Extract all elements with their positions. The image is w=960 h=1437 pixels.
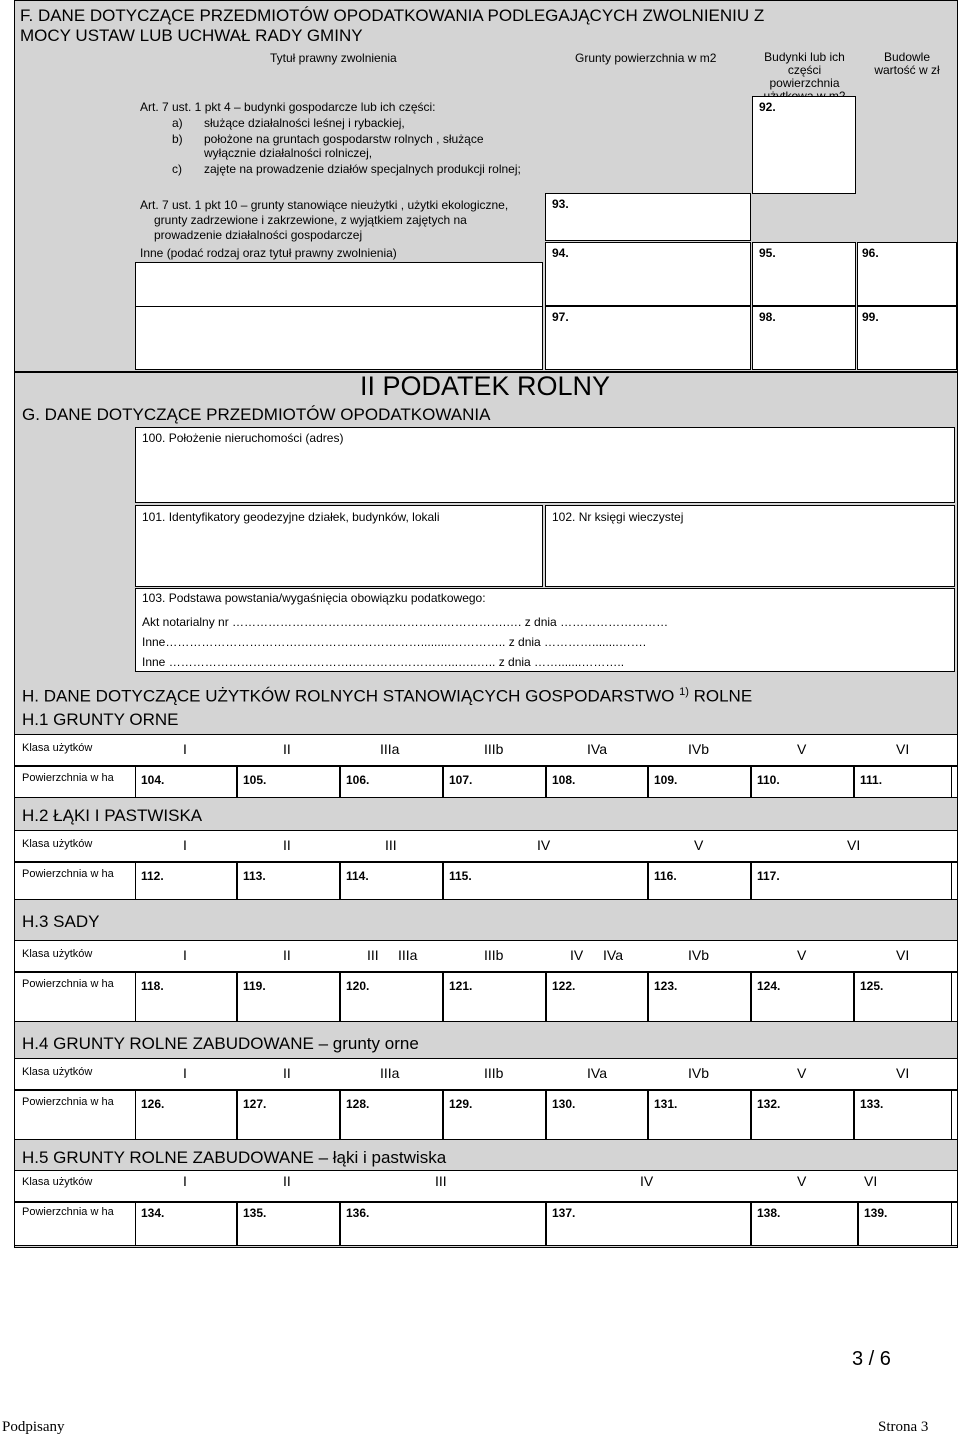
h3-field-6: 124. — [757, 979, 781, 993]
h4-class-5: IVb — [688, 1065, 710, 1081]
field-95[interactable] — [752, 242, 856, 306]
h4-class-3: IIIb — [484, 1065, 504, 1081]
section-h-title — [22, 682, 752, 707]
h2-class-row — [14, 830, 958, 862]
section-f-title — [20, 6, 950, 46]
h1-class-label: Klasa użytków — [22, 742, 93, 754]
field-103-basis[interactable] — [135, 588, 955, 672]
h3-class-4: IIIb — [484, 947, 504, 963]
h1-field-7: 111. — [860, 773, 883, 787]
h2-field-4: 116. — [654, 869, 677, 883]
col-title-header: Tytuł prawny zwolnienia — [270, 51, 397, 65]
inne-title-field-1[interactable] — [135, 262, 543, 308]
field-102-land-register[interactable] — [545, 505, 955, 587]
h1-class-7: VI — [896, 741, 910, 757]
art4-b-letter: b) — [172, 132, 183, 146]
field-101-label: 101. Identyfikatory geodezyjne działek, budynków, lokali — [142, 510, 440, 524]
page-count: 3 / 6 — [852, 1348, 891, 1370]
h3-field-4: 122. — [552, 979, 576, 993]
h4-class-4: IVa — [587, 1065, 607, 1081]
h1-area-label: Powierzchnia w ha — [22, 772, 114, 784]
h1-field-0: 104. — [141, 773, 165, 787]
h5-class-1: II — [283, 1173, 291, 1189]
h1-field-4: 108. — [552, 773, 576, 787]
art4-a-text: służące działalności leśnej i rybackiej, — [204, 116, 405, 130]
field-99[interactable] — [857, 306, 957, 370]
basis-other-line-1: Inne…………………………….………………………….........………….. z dnia …………........……. — [142, 635, 647, 649]
h4-class-0: I — [183, 1065, 187, 1081]
art4-a-letter: a) — [172, 116, 183, 130]
h4-class-7: VI — [896, 1065, 910, 1081]
h1-class-3: IIIb — [484, 741, 504, 757]
h1-class-6: V — [797, 741, 807, 757]
h4-class-label: Klasa użytków — [22, 1066, 93, 1078]
art10-line1: Art. 7 ust. 1 pkt 10 – grunty stanowiące nieużytki , użytki ekologiczne, — [140, 198, 509, 212]
page-footer-number: Strona 3 — [878, 1419, 929, 1435]
h3-class-label: Klasa użytków — [22, 948, 93, 960]
basis-notarial-line: Akt notarialny nr …………………………………..……………………….…. z dnia ……………………… — [142, 615, 669, 629]
h4-field-1: 127. — [243, 1097, 267, 1111]
h1-field-3: 107. — [449, 773, 473, 787]
section-f-title-line1: F. DANE DOTYCZĄCE PRZEDMIOTÓW OPODATKOWANIA PODLEGAJĄCYCH ZWOLNIENIU Z — [20, 6, 765, 25]
field-98[interactable] — [752, 306, 856, 370]
h5-field-4: 138. — [757, 1206, 781, 1220]
h2-class-2: III — [385, 837, 397, 853]
h3-class-5: IV — [570, 947, 584, 963]
field-93[interactable] — [545, 193, 751, 241]
art4-heading: Art. 7 ust. 1 pkt 4 – budynki gospodarcze lub ich części: — [140, 100, 436, 114]
h1-field-6: 110. — [757, 773, 780, 787]
h5-class-row — [14, 1170, 958, 1202]
h3-class-7: IVb — [688, 947, 710, 963]
h1-field-5: 109. — [654, 773, 678, 787]
h5-class-label: Klasa użytków — [22, 1176, 93, 1188]
col-budynki-header-1: Budynki lub ich — [764, 50, 845, 64]
field-94-label: 94. — [552, 246, 569, 260]
basis-other-line-2: Inne ……………………………………….……………………...…..….. z dnia …….......……….. — [142, 655, 625, 669]
col-budynki-header-2: części — [787, 63, 822, 77]
field-97[interactable] — [545, 306, 751, 370]
signed-label: Podpisany — [2, 1419, 65, 1435]
inne-title-field-2[interactable] — [135, 306, 543, 370]
field-97-label: 97. — [552, 310, 569, 324]
h4-field-6: 132. — [757, 1097, 781, 1111]
h3-class-3: IIIa — [398, 947, 418, 963]
art10-line2: grunty zadrzewione i zakrzewione, z wyjątkiem zajętych na — [154, 213, 467, 227]
section-h-title-end: ROLNE — [693, 686, 753, 706]
col-budynki-header-3: powierzchnia — [769, 76, 840, 90]
h5-field-1: 135. — [243, 1206, 267, 1220]
h1-field-1: 105. — [243, 773, 267, 787]
art4-b-text1: położone na gruntach gospodarstw rolnych , służące — [204, 132, 484, 146]
h1-class-0: I — [183, 741, 187, 757]
h5-class-3: IV — [640, 1173, 654, 1189]
h3-field-7: 125. — [860, 979, 884, 993]
col-budowle-header — [862, 51, 952, 77]
h4-class-1: II — [283, 1065, 291, 1081]
field-100-address[interactable] — [135, 427, 955, 503]
footnote-mark: 1) — [679, 686, 689, 698]
h5-class-0: I — [183, 1173, 187, 1189]
section-g-title: G. DANE DOTYCZĄCE PRZEDMIOTÓW OPODATKOWANIA — [22, 405, 491, 424]
h3-field-0: 118. — [141, 979, 164, 993]
h5-area-label: Powierzchnia w ha — [22, 1206, 114, 1218]
h4-class-6: V — [797, 1065, 807, 1081]
h5-field-3: 137. — [552, 1206, 576, 1220]
h5-field-cell-3[interactable] — [546, 1202, 751, 1246]
field-96[interactable] — [857, 242, 957, 306]
h4-field-2: 128. — [346, 1097, 370, 1111]
h4-area-label: Powierzchnia w ha — [22, 1096, 114, 1108]
h3-field-1: 119. — [243, 979, 266, 993]
field-101-identifiers[interactable] — [135, 505, 543, 587]
h3-field-5: 123. — [654, 979, 678, 993]
h2-class-1: II — [283, 837, 291, 853]
h4-title: H.4 GRUNTY ROLNE ZABUDOWANE – grunty orne — [22, 1034, 419, 1053]
h2-title: H.2 ŁĄKI I PASTWISKA — [22, 806, 203, 825]
h4-class-2: IIIa — [380, 1065, 400, 1081]
h4-field-7: 133. — [860, 1097, 884, 1111]
h3-class-0: I — [183, 947, 187, 963]
h5-title: H.5 GRUNTY ROLNE ZABUDOWANE – łąki i pastwiska — [22, 1148, 447, 1167]
h2-class-4: V — [694, 837, 704, 853]
h4-field-4: 130. — [552, 1097, 576, 1111]
h4-field-0: 126. — [141, 1097, 165, 1111]
col-grunty-header: Grunty powierzchnia w m2 — [575, 51, 717, 65]
section-h-title-main: H. DANE DOTYCZĄCE UŻYTKÓW ROLNYCH STANOWIĄCYCH GOSPODARSTWO — [22, 686, 675, 706]
field-93-label: 93. — [552, 197, 569, 211]
h1-title: H.1 GRUNTY ORNE — [22, 710, 179, 729]
field-96-label: 96. — [862, 246, 879, 260]
h4-field-5: 131. — [654, 1097, 678, 1111]
h1-field-2: 106. — [346, 773, 370, 787]
h3-class-8: V — [797, 947, 807, 963]
h2-area-label: Powierzchnia w ha — [22, 868, 114, 880]
h2-class-0: I — [183, 837, 187, 853]
h2-field-5: 117. — [757, 869, 780, 883]
field-98-label: 98. — [759, 310, 776, 324]
h3-class-2: III — [367, 947, 379, 963]
h1-class-1: II — [283, 741, 291, 757]
art10-line3: prowadzenie działalności gospodarczej — [154, 228, 363, 242]
h5-field-cell-2[interactable] — [340, 1202, 546, 1246]
h5-field-5: 139. — [864, 1206, 888, 1220]
field-95-label: 95. — [759, 246, 776, 260]
section-f-title-line2: MOCY USTAW LUB UCHWAŁ RADY GMINY — [20, 26, 363, 45]
h1-class-5: IVb — [688, 741, 710, 757]
field-94[interactable] — [545, 242, 751, 306]
h2-field-0: 112. — [141, 869, 164, 883]
h2-field-2: 114. — [346, 869, 369, 883]
h3-area-label: Powierzchnia w ha — [22, 978, 114, 990]
field-92-label: 92. — [759, 100, 776, 114]
h5-field-2: 136. — [346, 1206, 370, 1220]
h5-class-5: VI — [864, 1173, 878, 1189]
h3-title: H.3 SADY — [22, 912, 100, 931]
inne-label: Inne (podać rodzaj oraz tytuł prawny zwolnienia) — [140, 246, 397, 260]
h3-class-9: VI — [896, 947, 910, 963]
h2-class-label: Klasa użytków — [22, 838, 93, 850]
h3-field-2: 120. — [346, 979, 370, 993]
h3-class-1: II — [283, 947, 291, 963]
h4-field-3: 129. — [449, 1097, 473, 1111]
col-budowle-header-1: Budowle — [883, 50, 931, 64]
h2-field-3: 115. — [449, 869, 472, 883]
part-ii-title: II PODATEK ROLNY — [360, 371, 611, 401]
h2-field-cell-3[interactable] — [443, 862, 648, 900]
h2-field-cell-5[interactable] — [751, 862, 952, 900]
field-102-label: 102. Nr księgi wieczystej — [552, 510, 684, 524]
field-92[interactable] — [752, 96, 856, 194]
h1-class-4: IVa — [587, 741, 607, 757]
col-budowle-header-2: wartość w zł — [874, 63, 940, 77]
h3-field-3: 121. — [449, 979, 473, 993]
field-99-label: 99. — [862, 310, 879, 324]
h3-class-6: IVa — [603, 947, 623, 963]
field-103-label: 103. Podstawa powstania/wygaśnięcia obowiązku podatkowego: — [142, 591, 486, 605]
h2-field-1: 113. — [243, 869, 266, 883]
h5-class-4: V — [797, 1173, 807, 1189]
art4-b-text2: wyłącznie działalności rolniczej, — [204, 146, 373, 160]
field-100-label: 100. Położenie nieruchomości (adres) — [142, 431, 344, 445]
h5-field-0: 134. — [141, 1206, 165, 1220]
h2-class-5: VI — [847, 837, 861, 853]
h5-class-2: III — [435, 1173, 447, 1189]
art4-c-text: zajęte na prowadzenie działów specjalnych produkcji rolnej; — [204, 162, 521, 176]
h1-class-2: IIIa — [380, 741, 400, 757]
h2-class-3: IV — [537, 837, 551, 853]
art4-c-letter: c) — [172, 162, 182, 176]
